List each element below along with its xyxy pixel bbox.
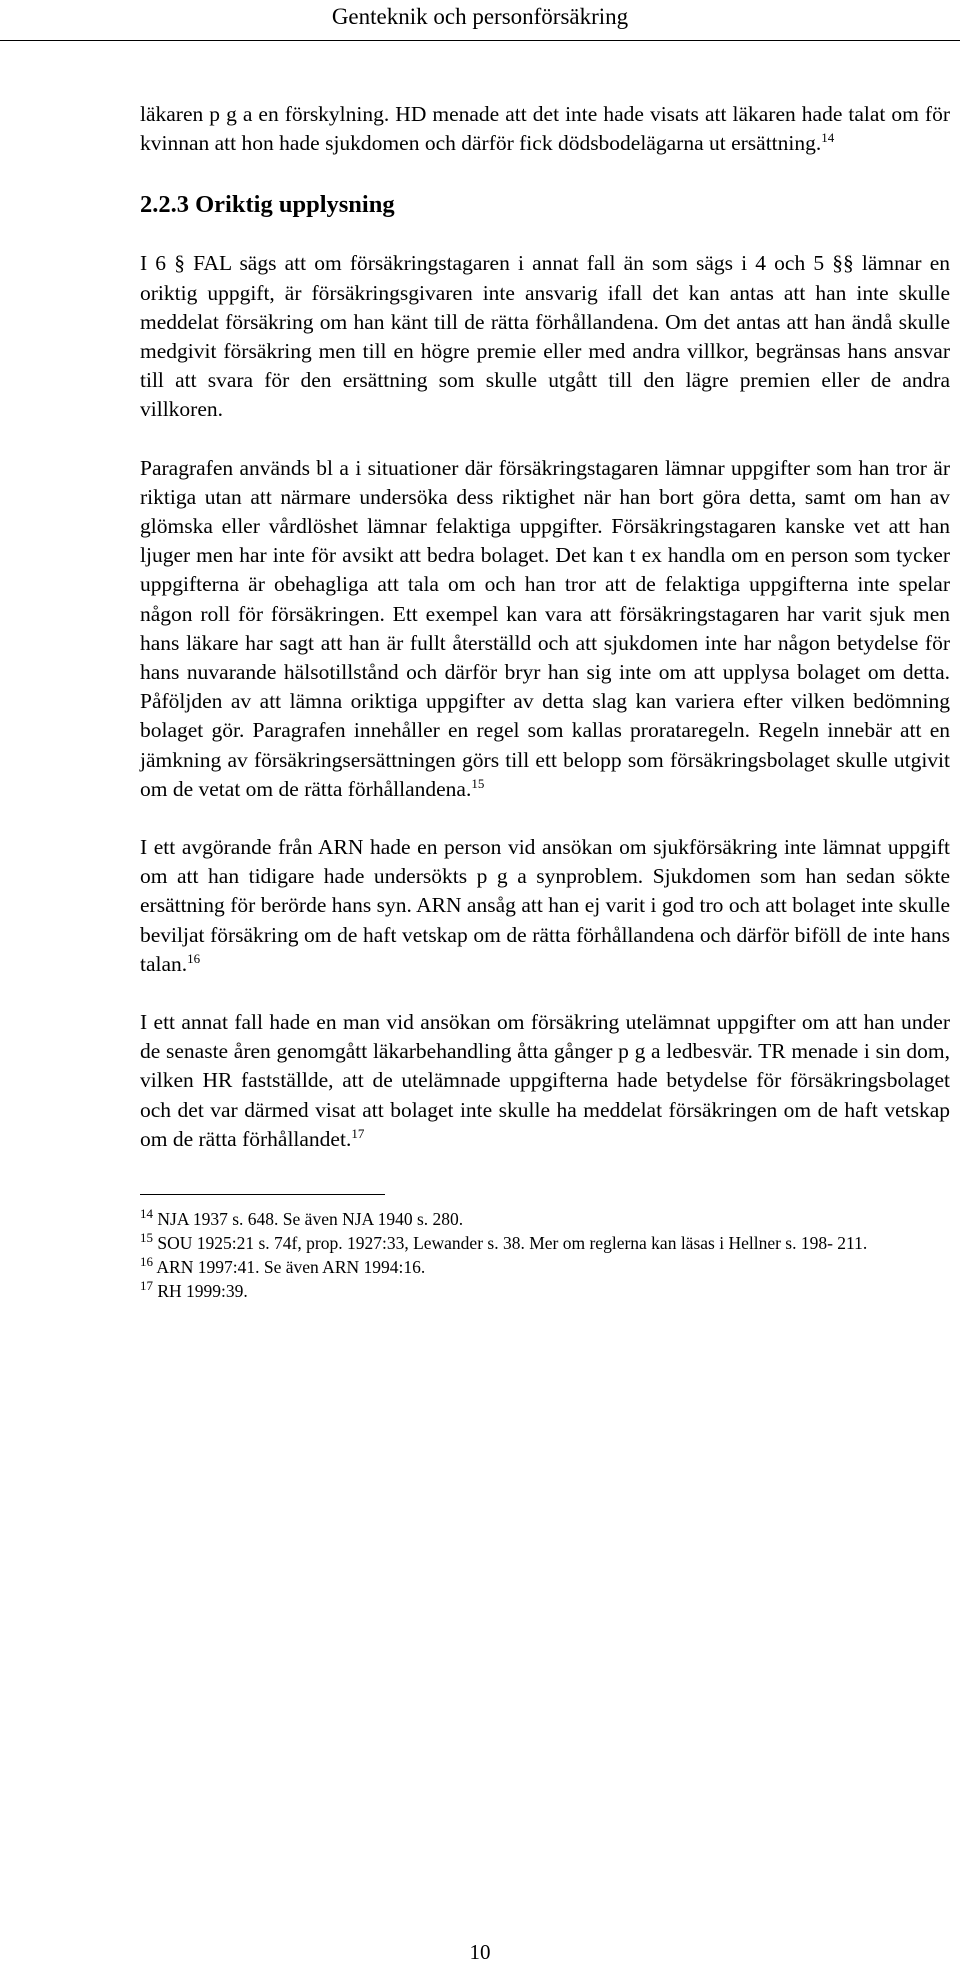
footnote-number: 16 bbox=[140, 1254, 153, 1270]
header-divider bbox=[0, 40, 960, 41]
paragraph-prorata bbox=[140, 454, 950, 804]
footnote-ref-17[interactable]: 17 bbox=[351, 1125, 365, 1141]
running-header: Genteknik och personförsäkring bbox=[331, 4, 629, 29]
footnote-text: ARN 1997:41. Se även ARN 1994:16. bbox=[156, 1257, 426, 1278]
footnote-15 bbox=[140, 1231, 950, 1255]
page-body bbox=[140, 100, 950, 1303]
footnote-ref-16[interactable]: 16 bbox=[187, 950, 201, 966]
footnote-14 bbox=[140, 1207, 950, 1231]
footnote-number: 17 bbox=[140, 1278, 153, 1294]
paragraph-fal: I 6 § FAL sägs att om försäkringstagaren i annat fall än som sägs i 4 och 5 §§ lämnar en oriktig uppgift, är försäkringsgivaren inte ansvarig ifall det kan antas att han inte skulle meddelat försäkring om han känt till de rätta förhållandena. Om det antas att han ändå skulle medgivit försäkring men till en högre premie eller med andra villkor, begränsas hans ansvar till att svara för den ersättning som skulle utgått till den lägre premien eller de andra villkoren. bbox=[140, 251, 950, 422]
footnote-ref-15[interactable]: 15 bbox=[471, 775, 485, 791]
footnote-number: 15 bbox=[140, 1230, 153, 1246]
page-number: 10 bbox=[469, 1940, 491, 1964]
paragraph-intro bbox=[140, 100, 950, 158]
footnotes bbox=[140, 1207, 950, 1303]
footnote-16 bbox=[140, 1255, 950, 1279]
footnote-text: RH 1999:39. bbox=[157, 1281, 248, 1302]
paragraph-prorata-text: Paragrafen används bl a i situationer där försäkringstagaren lämnar uppgifter som han tror är riktiga utan att närmare undersöka dess riktighet när han bort göra detta, samt om han av glömska eller vårdlöshet lämnar felaktiga uppgifter. Försäkringstagaren kanske vet att han ljuger men har inte för avsikt att bedra bolaget. Det kan t ex handla om en person som tycker uppgifterna är obehagliga att tala om och han tror att de felaktiga uppgifterna inte spelar någon roll för försäkringen. Ett exempel kan vara att försäkringstagaren har varit sjuk men hans läkare har sagt att han är fullt återställd och att sjukdomen inte har någon betydelse för hans nuvarande hälsotillstånd och därför bryr han sig inte om att upplysa bolaget om detta. Påföljden av att lämna oriktiga uppgifter av detta slag kan variera efter vilken bedömning bolaget gör. Paragrafen innehåller en regel som kallas prorataregeln. Regeln innebär att en jämkning av försäkringsersättningen görs till ett belopp som försäkringsbolaget skulle utgivit om de vetat om de rätta förhållandena. bbox=[140, 455, 950, 801]
footnote-text: NJA 1937 s. 648. Se även NJA 1940 s. 280. bbox=[157, 1209, 464, 1230]
paragraph-hr-case bbox=[140, 1008, 950, 1154]
footnote-17 bbox=[140, 1279, 950, 1303]
paragraph-arn-case-text: I ett avgörande från ARN hade en person vid ansökan om sjukförsäkring inte lämnat uppgift om att han tidigare hade undersökts p g a synproblem. Sjukdomen som han sedan sökte ersättning för berörde hans syn. ARN ansåg att han ej varit i god tro och att bolaget inte skulle beviljat försäkring om de haft vetskap om de rätta förhållandena och därför biföll de inte hans talan. bbox=[140, 835, 950, 976]
paragraph-intro-text: läkaren p g a en förskylning. HD menade att det inte hade visats att läkaren hade talat om för kvinnan att hon hade sjukdomen och därför fick dödsbodelägarna ut ersättning. bbox=[140, 102, 950, 156]
footnote-divider bbox=[140, 1194, 385, 1195]
paragraph-hr-case-text: I ett annat fall hade en man vid ansökan om försäkring utelämnat uppgifter om att han under de senaste åren genomgått läkarbehandling åtta gånger p g a ledbesvär. TR menade i sin dom, vilken HR fastställde, att de utelämnade uppgifterna hade betydelse för försäkringsbolaget och det var därmed visat att bolaget inte skulle ha meddelat försäkringen om de haft vetskap om de rätta förhållandet. bbox=[140, 1010, 950, 1151]
footnote-ref-14[interactable]: 14 bbox=[821, 130, 835, 146]
footnote-number: 14 bbox=[140, 1206, 153, 1222]
section-heading: 2.2.3 Oriktig upplysning bbox=[140, 191, 395, 219]
paragraph-arn-case bbox=[140, 833, 950, 979]
footnote-text: SOU 1925:21 s. 74f, prop. 1927:33, Lewander s. 38. Mer om reglerna kan läsas i Hellner s. 198- 211. bbox=[157, 1233, 868, 1254]
